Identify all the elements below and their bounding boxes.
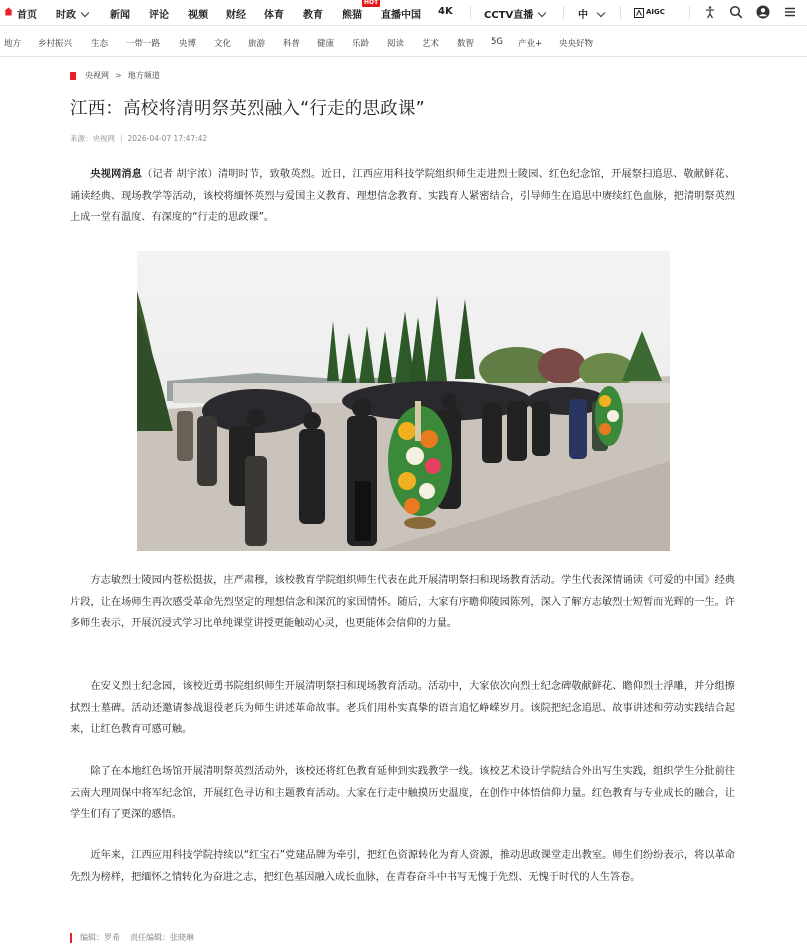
language-label: 中: [578, 10, 588, 21]
chief-editor-name: 责任编辑：张晓琳: [130, 933, 194, 942]
article-paragraph: 在安义烈士纪念园，该校近勇书院组织师生开展清明祭扫和现场教育活动。活动中，大家依次向烈士纪念碑敬献鲜花、瞻仰烈士浮雕，并分组擦拭烈士墓碑。活动还邀请参战退役老兵为师生讲述革命故事。老兵们用朴实真挚的语言追忆峥嵘岁月。该院把纪念追思、故事讲述和劳动实践结合起来，让红色教育可感可触。: [70, 681, 735, 735]
article-paragraph: 方志敏烈士陵园内苍松挺拔，庄严肃穆，该校教育学院组织师生代表在此开展清明祭扫和现场教育活动。学生代表深情诵读《可爱的中国》经典片段，让在场师生再次感受革命先烈坚定的理想信念和深沉的家国情怀。随后，大家有序瞻仰陵园陈列，深入了解方志敏烈士短暂而光辉的一生。许多师生表示，开展沉浸式学习比单纯课堂讲授更能触动心灵，也更能体会信仰的力量。: [70, 575, 735, 629]
nav-cctv-live-label: CCTV直播: [484, 10, 534, 21]
nav-video[interactable]: 视频: [188, 10, 208, 21]
nav-home[interactable]: 首页: [17, 10, 37, 21]
home-icon: [4, 7, 13, 16]
article-paragraph: 近年来，江西应用科技学院持续以“红宝石”党建品牌为牵引，把红色资源转化为育人资源，推动思政课堂走出教室。师生们纷纷表示，将以革命先烈为榜样，把缅怀之情转化为奋进之志，把红色基因融入成长血脉，在青春奋斗中书写无愧于先烈、无愧于时代的人生答卷。: [70, 850, 735, 883]
divider: [563, 6, 564, 19]
article-datetime: 2026-04-07 17:47:42: [127, 134, 208, 143]
nav-shizheng[interactable]: [56, 6, 88, 21]
subnav-item[interactable]: 健康: [317, 39, 335, 49]
nav-shizheng-label: 时政: [56, 10, 76, 21]
divider: [620, 6, 621, 19]
subnav-item[interactable]: 央博: [179, 39, 197, 49]
article-paragraph: [70, 164, 735, 229]
subnav-item[interactable]: 文化: [214, 39, 232, 49]
subnav-item[interactable]: 央央好物: [559, 39, 594, 49]
article-photo: [137, 251, 670, 551]
editor-marker: [70, 933, 72, 943]
divider: [470, 6, 471, 19]
nav-xiongmao[interactable]: 熊猫: [342, 10, 362, 21]
subnav-item[interactable]: 产业+: [518, 39, 543, 49]
breadcrumb-marker: [70, 72, 76, 80]
subnav-item[interactable]: 地方: [4, 39, 22, 49]
article-title: 江西：高校将清明祭英烈融入“行走的思政课”: [70, 99, 425, 119]
article-lead: 央视网消息: [90, 169, 143, 180]
article-paragraph-text: （记者 胡宇浓）清明时节，致敬英烈。近日，江西应用科技学院组织师生走进烈士陵园、红色纪念馆，开展祭扫追思、敬献鲜花、诵读经典、现场教学等活动，该校将缅怀英烈与爱国主义教育、理想信念教育、实践育人紧密结合，引导师生在追思中赓续红色血脉，把清明祭英烈上成一堂有温度、有深度的“行走的思政课”。: [70, 169, 736, 223]
chevron-down-icon: [597, 9, 605, 17]
breadcrumb-site[interactable]: 央视网: [85, 71, 109, 80]
divider: [689, 6, 690, 19]
breadcrumb-section[interactable]: 地方频道: [127, 71, 160, 80]
subnav-item[interactable]: 生态: [91, 39, 109, 49]
subnav-item[interactable]: 科普: [283, 39, 301, 49]
article-source: 来源：央视网: [70, 134, 115, 143]
sub-nav: [0, 26, 807, 57]
user-icon[interactable]: [756, 5, 770, 19]
subnav-item[interactable]: 阅读: [387, 39, 405, 49]
breadcrumb-separator: >: [115, 71, 122, 80]
article-editor: [70, 932, 194, 943]
subnav-item[interactable]: 数智: [457, 39, 475, 49]
language-select[interactable]: [578, 6, 604, 21]
nav-education[interactable]: 教育: [303, 10, 323, 21]
subnav-item[interactable]: 乐龄: [352, 39, 370, 49]
top-nav: [0, 0, 807, 26]
aigc-label: AIGC: [646, 8, 665, 16]
subnav-item[interactable]: 5G: [491, 37, 503, 47]
hot-badge: HOT: [364, 0, 379, 6]
nav-finance[interactable]: 财经: [226, 10, 246, 21]
nav-comment[interactable]: 评论: [149, 10, 169, 21]
editor-name: 编辑：罗希: [80, 933, 120, 942]
article-meta: 来源：央视网 | 2026-04-07 17:47:42: [70, 134, 208, 143]
nav-news[interactable]: 新闻: [110, 10, 130, 21]
menu-icon[interactable]: [783, 5, 797, 19]
subnav-item[interactable]: 乡村振兴: [38, 39, 73, 49]
subnav-item[interactable]: 一带一路: [126, 39, 161, 49]
accessibility-icon[interactable]: [703, 5, 717, 19]
subnav-item[interactable]: 旅游: [248, 39, 266, 49]
aigc-link[interactable]: [634, 6, 665, 19]
article-paragraph: 除了在本地红色场馆开展清明祭英烈活动外，该校还将红色教育延伸到实践教学一线。该校艺术设计学院结合外出写生实践，组织学生分批前往云南大理周保中将军纪念馆，开展红色寻访和主题教育活动。大家在行走中触摸历史温度，在创作中体悟信仰力量。红色教育与专业成长的融合，让学生们有了更深的感悟。: [70, 766, 735, 820]
aigc-logo-icon: [634, 8, 644, 18]
nav-cctv-live[interactable]: [484, 6, 545, 21]
subnav-item[interactable]: 艺术: [422, 39, 440, 49]
nav-4k[interactable]: 4K: [438, 6, 453, 17]
nav-live-china[interactable]: 直播中国: [381, 10, 421, 21]
search-icon[interactable]: [729, 5, 743, 19]
nav-sports[interactable]: 体育: [264, 10, 284, 21]
chevron-down-icon: [81, 9, 89, 17]
breadcrumb: [70, 70, 160, 81]
chevron-down-icon: [538, 9, 546, 17]
